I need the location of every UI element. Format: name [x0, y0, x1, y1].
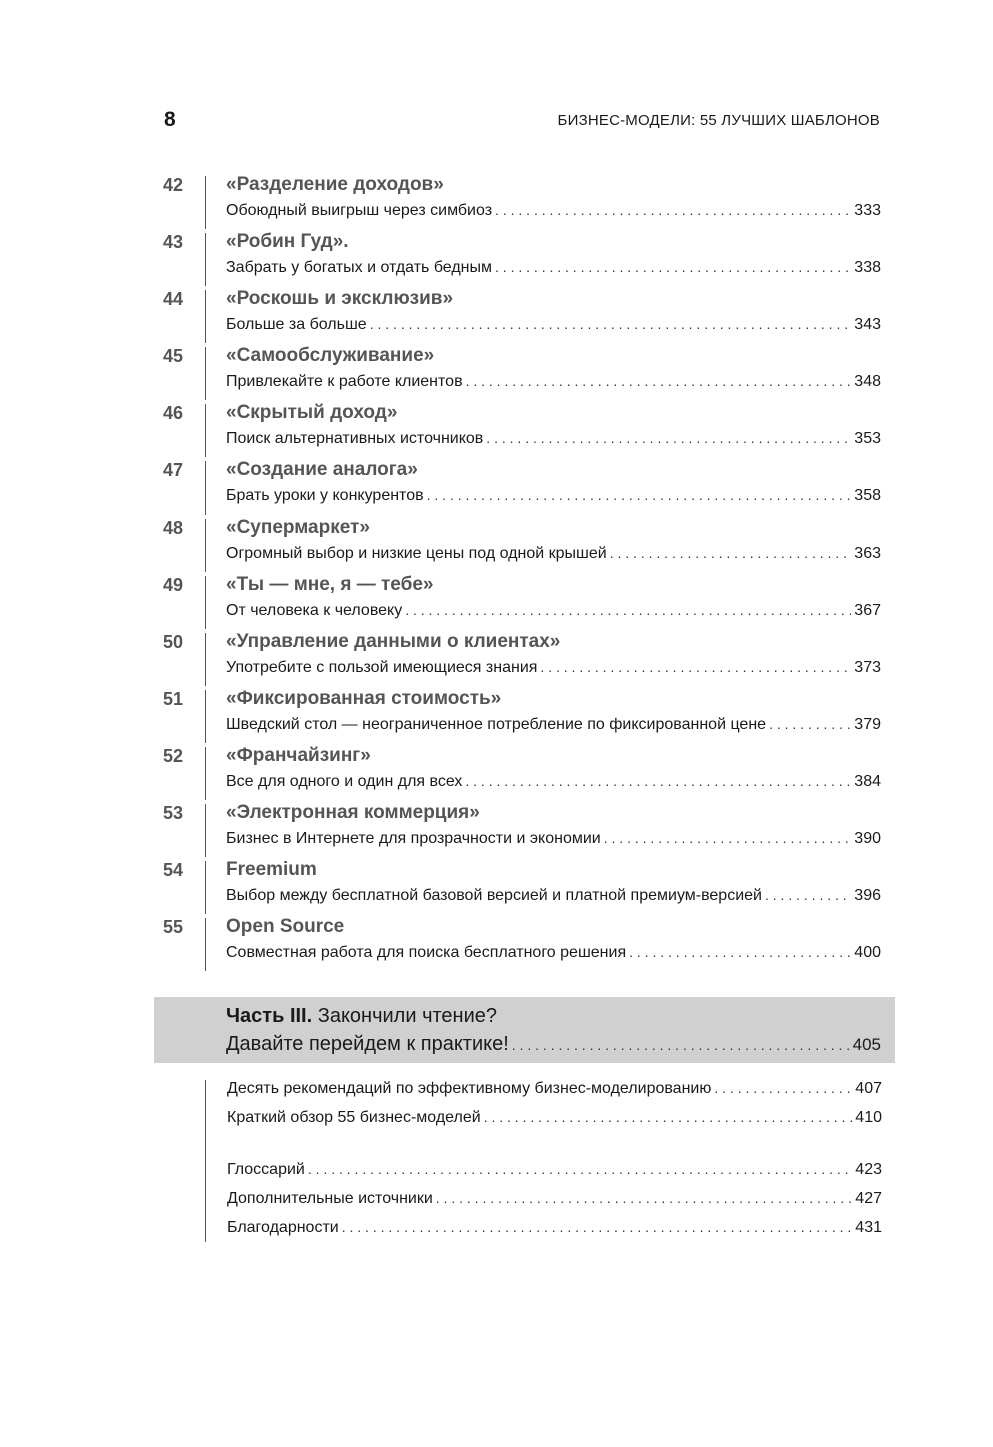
page-ref: 396 [854, 887, 881, 905]
vertical-rule [205, 747, 206, 800]
running-head: БИЗНЕС-МОДЕЛИ: 55 ЛУЧШИХ ШАБЛОНОВ [557, 112, 880, 129]
chapter-subtitle: Привлекайте к работе клиентов [226, 373, 463, 391]
vertical-rule [205, 290, 206, 343]
chapter-subtitle: Больше за больше [226, 316, 367, 334]
chapter-number: 54 [163, 860, 184, 881]
item-title: Благодарности [227, 1219, 339, 1236]
page-ref: 410 [855, 1109, 882, 1126]
chapter-number: 55 [163, 917, 184, 938]
chapter-subtitle: Огромный выбор и низкие цены под одной крышей [226, 544, 607, 562]
chapter-title: «Роскошь и эксклюзив» [226, 288, 454, 310]
page-ref: 363 [854, 544, 881, 562]
vertical-rule [205, 176, 206, 229]
part-label: Часть III. [226, 1005, 313, 1027]
chapter-subtitle: Бизнес в Интернете для прозрачности и экономии [226, 830, 601, 848]
toc-entry[interactable] [163, 284, 881, 341]
vertical-rule [205, 519, 206, 572]
vertical-rule [205, 576, 206, 629]
page-ref: 405 [852, 1035, 881, 1054]
chapter-subtitle: Поиск альтернативных источников [226, 430, 484, 448]
item-title: Десять рекомендаций по эффективному бизнес-моделированию [227, 1080, 712, 1097]
back-matter-item[interactable] [227, 1109, 882, 1127]
page-ref: 353 [854, 430, 881, 448]
dot-leader [484, 1109, 853, 1125]
dot-leader [486, 430, 851, 446]
dot-leader [308, 1161, 852, 1177]
dot-leader [427, 487, 852, 503]
toc-entry[interactable] [163, 855, 881, 912]
chapter-title: «Электронная коммерция» [226, 802, 480, 824]
dot-leader [465, 773, 851, 789]
toc-entry[interactable] [163, 912, 881, 969]
dot-leader [405, 602, 851, 618]
page-ref: 348 [854, 373, 881, 391]
vertical-rule [205, 347, 206, 400]
chapter-subtitle: От человека к человеку [226, 601, 403, 619]
dot-leader [714, 1080, 852, 1096]
page-ref: 423 [855, 1161, 882, 1178]
page-ref: 333 [854, 202, 881, 219]
chapter-number: 50 [163, 631, 184, 652]
chapter-number: 53 [163, 803, 184, 824]
page-ref: 427 [855, 1190, 882, 1207]
part-heading-line1 [226, 1005, 497, 1028]
chapter-number: 49 [163, 574, 184, 595]
back-matter-item[interactable] [227, 1190, 882, 1208]
back-matter-item[interactable] [227, 1219, 882, 1237]
page-ref: 407 [855, 1080, 882, 1097]
chapter-subtitle: Брать уроки у конкурентов [226, 487, 424, 505]
part-title-line1: Закончили чтение? [317, 1005, 498, 1027]
chapter-title: «Супермаркет» [226, 516, 370, 538]
vertical-rule [205, 804, 206, 857]
chapter-number: 42 [163, 175, 184, 195]
chapter-subtitle: Обоюдный выигрыш через симбиоз [226, 202, 493, 219]
part-heading-band[interactable] [154, 997, 895, 1063]
toc-entry[interactable] [163, 570, 881, 627]
chapter-subtitle: Употребите с пользой имеющиеся знания [226, 658, 538, 676]
toc-entry[interactable] [163, 227, 881, 284]
chapter-subtitle: Совместная работа для поиска бесплатного решения [226, 944, 627, 962]
vertical-rule [205, 918, 206, 971]
vertical-rule [205, 404, 206, 457]
dot-leader [512, 1037, 850, 1053]
chapter-number: 48 [163, 517, 184, 538]
chapter-number: 46 [163, 403, 184, 424]
chapter-title: «Франчайзинг» [226, 744, 371, 766]
page-ref: 338 [854, 259, 881, 277]
chapter-subtitle: Выбор между бесплатной базовой версией и платной премиум-версией [226, 887, 762, 905]
chapter-title: Open Source [226, 916, 345, 938]
vertical-rule [205, 461, 206, 514]
toc-entry[interactable] [163, 341, 881, 398]
dot-leader [370, 316, 852, 332]
toc-entry[interactable] [163, 741, 881, 798]
back-matter-item[interactable] [227, 1080, 882, 1098]
toc-entry[interactable] [163, 455, 881, 512]
dot-leader [769, 716, 851, 732]
chapter-title: «Робин Гуд». [226, 231, 349, 253]
dot-leader [765, 887, 851, 903]
toc-entry[interactable] [163, 684, 881, 741]
toc-entry[interactable] [163, 170, 881, 227]
page-ref: 379 [854, 715, 881, 733]
vertical-rule [205, 690, 206, 743]
chapter-title: «Самообслуживание» [226, 345, 435, 367]
page-ref: 400 [854, 944, 881, 962]
toc-entry[interactable] [163, 627, 881, 684]
dot-leader [495, 259, 851, 275]
chapter-title: Freemium [226, 859, 317, 881]
part-heading-line2 [226, 1033, 881, 1056]
chapter-number: 52 [163, 745, 184, 766]
dot-leader [342, 1219, 853, 1235]
page-ref: 367 [854, 601, 881, 619]
dot-leader [604, 830, 852, 846]
dot-leader [540, 659, 851, 675]
item-title: Дополнительные источники [227, 1190, 433, 1207]
dot-leader [495, 202, 851, 218]
toc-entry[interactable] [163, 513, 881, 570]
chapter-subtitle: Забрать у богатых и отдать бедным [226, 259, 493, 277]
chapter-number: 51 [163, 688, 184, 709]
item-title: Краткий обзор 55 бизнес-моделей [227, 1109, 481, 1126]
vertical-rule [205, 633, 206, 686]
item-title: Глоссарий [227, 1161, 305, 1178]
toc-entry[interactable] [163, 798, 881, 855]
page-ref: 431 [855, 1219, 882, 1236]
page-ref: 390 [854, 830, 881, 848]
chapter-title: «Фиксированная стоимость» [226, 687, 502, 709]
chapter-number: 44 [163, 289, 184, 310]
page-ref: 384 [854, 772, 881, 790]
chapter-title: «Скрытый доход» [226, 402, 398, 424]
chapter-subtitle: Шведский стол — неограниченное потребление по фиксированной цене [226, 715, 767, 733]
back-matter-item[interactable] [227, 1161, 882, 1179]
chapter-title: «Управление данными о клиентах» [226, 630, 561, 652]
dot-leader [610, 545, 852, 561]
toc-chapter-list [163, 170, 881, 969]
dot-leader [629, 944, 851, 960]
dot-leader [436, 1190, 853, 1206]
page-ref: 373 [854, 658, 881, 676]
chapter-number: 43 [163, 232, 184, 253]
toc-entry[interactable] [163, 398, 881, 455]
chapter-title: «Ты — мне, я — тебе» [226, 573, 434, 595]
chapter-number: 45 [163, 346, 184, 367]
page-ref: 358 [854, 487, 881, 505]
dot-leader [466, 373, 852, 389]
vertical-rule [205, 233, 206, 286]
chapter-title: «Разделение доходов» [226, 174, 444, 195]
part-title-line2: Давайте перейдем к практике! [226, 1033, 509, 1055]
chapter-subtitle: Все для одного и один для всех [226, 772, 463, 790]
page-number: 8 [164, 108, 176, 131]
page-ref: 343 [854, 316, 881, 334]
vertical-rule [205, 861, 206, 914]
chapter-number: 47 [163, 460, 184, 481]
back-matter-list [205, 1080, 882, 1242]
chapter-title: «Создание аналога» [226, 459, 418, 481]
